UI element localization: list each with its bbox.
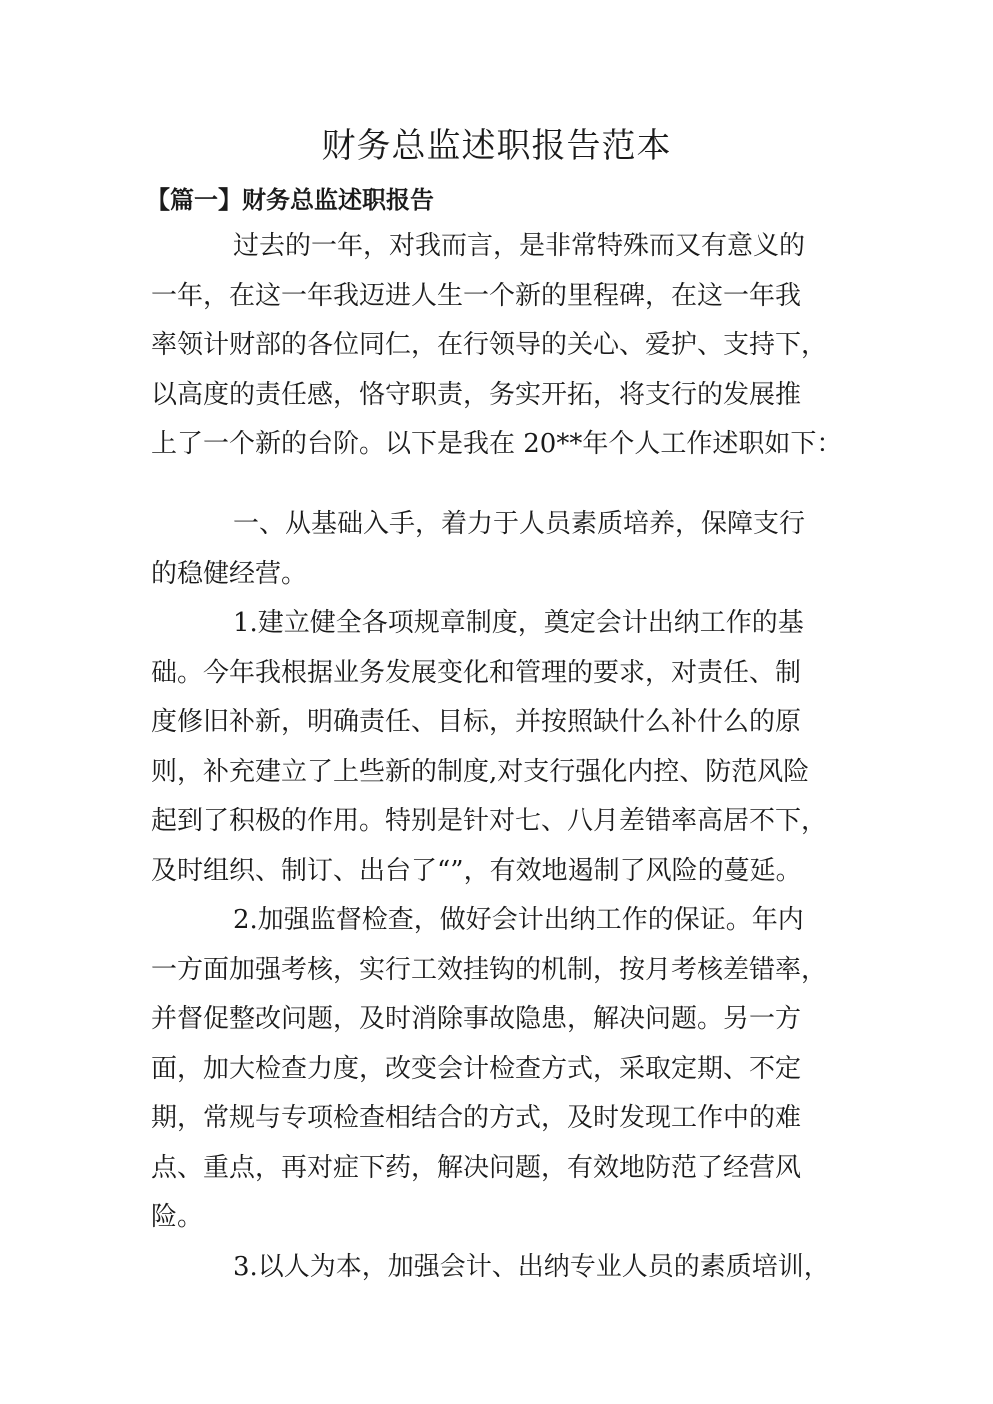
- main-content: [151, 500, 841, 1292]
- text-line: 一方面加强考核，实行工效挂钩的机制，按月考核差错率，: [151, 954, 828, 985]
- text-line: 则，补充建立了上些新的制度,对支行强化内控、防范风险: [151, 756, 810, 787]
- text-line: 过去的一年，对我而言，是非常特殊而又有意义的: [233, 231, 806, 261]
- text-line: 点、重点，再对症下药，解决问题，有效地防范了经营风: [151, 1152, 802, 1183]
- text-line: 一年，在这一年我迈进人生一个新的里程碑，在这一年我: [151, 280, 802, 311]
- text-line: 一、从基础入手，着力于人员素质培养，保障支行: [233, 509, 806, 539]
- section-heading: 【篇一】财务总监述职报告: [146, 185, 434, 214]
- text-line: 上了一个新的台阶。以下是我在 20**年个人工作述职如下：: [151, 429, 843, 459]
- text-line: 起到了积极的作用。特别是针对七、八月差错率高居不下，: [151, 806, 828, 836]
- text-line: 1.建立健全各项规章制度，奠定会计出纳工作的基: [233, 608, 804, 638]
- text-line: 础。今年我根据业务发展变化和管理的要求，对责任、制: [151, 657, 802, 688]
- text-line: 及时组织、制订、出台了“”，有效地遏制了风险的蔓延。: [151, 855, 802, 886]
- text-line: 并督促整改问题，及时消除事故隐患，解决问题。另一方: [151, 1004, 802, 1034]
- text-line: 率领计财部的各位同仁，在行领导的关心、爱护、支持下，: [151, 330, 828, 360]
- intro-paragraph: [151, 222, 841, 470]
- text-line: 3.以人为本，加强会计、出纳专业人员的素质培训，: [233, 1251, 830, 1282]
- text-line: 险。: [151, 1202, 204, 1232]
- text-line: 面，加大检查力度，改变会计检查方式，采取定期、不定: [151, 1053, 802, 1084]
- text-line: 以高度的责任感，恪守职责，务实开拓，将支行的发展推: [151, 379, 802, 410]
- text-line: 期，常规与专项检查相结合的方式，及时发现工作中的难: [151, 1103, 802, 1133]
- text-line: 的稳健经营。: [151, 558, 308, 589]
- text-line: 2.加强监督检查，做好会计出纳工作的保证。年内: [233, 905, 804, 935]
- page-title: 财务总监述职报告范本: [321, 126, 672, 166]
- text-line: 度修旧补新，明确责任、目标，并按照缺什么补什么的原: [151, 707, 802, 737]
